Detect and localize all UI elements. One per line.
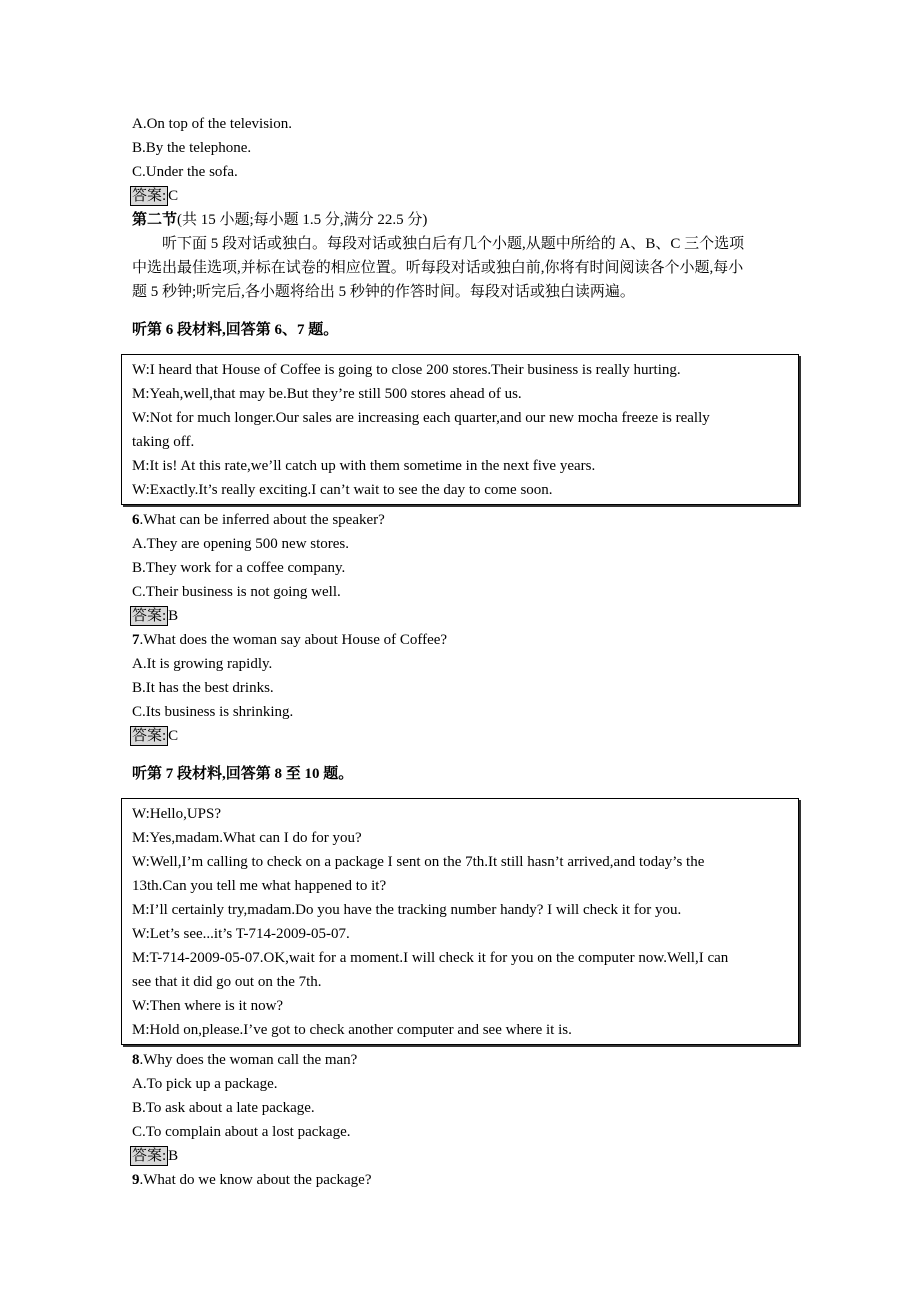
- option: A.On top of the television.: [132, 116, 292, 132]
- answer-line: 答案: C: [132, 728, 179, 744]
- dialogue-box: [121, 798, 799, 1045]
- option: B.To ask about a late package.: [132, 1100, 315, 1116]
- dialogue-line: 13th.Can you tell me what happened to it?: [132, 878, 387, 894]
- part-heading: 听第 6 段材料,回答第 6、7 题。: [132, 322, 339, 338]
- option: C.Under the sofa.: [132, 164, 238, 180]
- option: B.It has the best drinks.: [132, 680, 274, 696]
- option: C.To complain about a lost package.: [132, 1124, 351, 1140]
- document-page: [132, 112, 802, 1192]
- question: 8.Why does the woman call the man?: [132, 1052, 358, 1068]
- option: A.It is growing rapidly.: [132, 656, 273, 672]
- option: A.To pick up a package.: [132, 1076, 278, 1092]
- question: 9.What do we know about the package?: [132, 1172, 372, 1188]
- dialogue-line: taking off.: [132, 434, 195, 450]
- dialogue-line: M:I’ll certainly try,madam.Do you have the tracking number handy? I will check it for you.: [132, 902, 682, 918]
- section-title: 第二节(共 15 小题;每小题 1.5 分,满分 22.5 分): [132, 212, 428, 228]
- instructions: 听下面 5 段对话或独白。每段对话或独白后有几个小题,从题中所给的 A、B、C 三个选项: [162, 236, 745, 252]
- dialogue-line: M:Yes,madam.What can I do for you?: [132, 830, 362, 846]
- question: 7.What does the woman say about House of Coffee?: [132, 632, 448, 648]
- answer-line: 答案: C: [132, 188, 179, 204]
- dialogue-line: W:Not for much longer.Our sales are increasing each quarter,and our new mocha freeze is really: [132, 410, 710, 426]
- dialogue-line: W:Exactly.It’s really exciting.I can’t wait to see the day to come soon.: [132, 482, 553, 498]
- part-heading: 听第 7 段材料,回答第 8 至 10 题。: [132, 766, 354, 782]
- option: A.They are opening 500 new stores.: [132, 536, 350, 552]
- dialogue-line: W:Let’s see...it’s T-714-2009-05-07.: [132, 926, 350, 942]
- answer-line: 答案: B: [132, 1148, 179, 1164]
- option: B.They work for a coffee company.: [132, 560, 346, 576]
- instructions: 题 5 秒钟;听完后,各小题将给出 5 秒钟的作答时间。每段对话或独白读两遍。: [132, 284, 635, 300]
- instructions: 中选出最佳选项,并标在试卷的相应位置。听每段对话或独白前,你将有时间阅读各个小题,每小: [132, 260, 744, 276]
- answer-badge: 答案:: [132, 608, 167, 624]
- dialogue-line: M:It is! At this rate,we’ll catch up with them sometime in the next five years.: [132, 458, 596, 474]
- dialogue-line: M:T-714-2009-05-07.OK,wait for a moment.I will check it for you on the computer now.Well,I can: [132, 950, 729, 966]
- dialogue-line: W:Then where is it now?: [132, 998, 284, 1014]
- option: C.Their business is not going well.: [132, 584, 341, 600]
- answer-badge: 答案:: [132, 728, 167, 744]
- answer-line: 答案: B: [132, 608, 179, 624]
- option: C.Its business is shrinking.: [132, 704, 294, 720]
- answer-badge: 答案:: [132, 1148, 167, 1164]
- option: B.By the telephone.: [132, 140, 252, 156]
- answer-badge: 答案:: [132, 188, 167, 204]
- question: 6.What can be inferred about the speaker?: [132, 512, 385, 528]
- dialogue-line: M:Hold on,please.I’ve got to check another computer and see where it is.: [132, 1022, 572, 1038]
- dialogue-box: [121, 354, 799, 505]
- dialogue-line: M:Yeah,well,that may be.But they’re still 500 stores ahead of us.: [132, 386, 522, 402]
- dialogue-line: W:Well,I’m calling to check on a package I sent on the 7th.It still hasn’t arrived,and today’s the: [132, 854, 705, 870]
- dialogue-line: W:I heard that House of Coffee is going to close 200 stores.Their business is really hurting.: [132, 362, 681, 378]
- dialogue-line: W:Hello,UPS?: [132, 806, 222, 822]
- dialogue-line: see that it did go out on the 7th.: [132, 974, 322, 990]
